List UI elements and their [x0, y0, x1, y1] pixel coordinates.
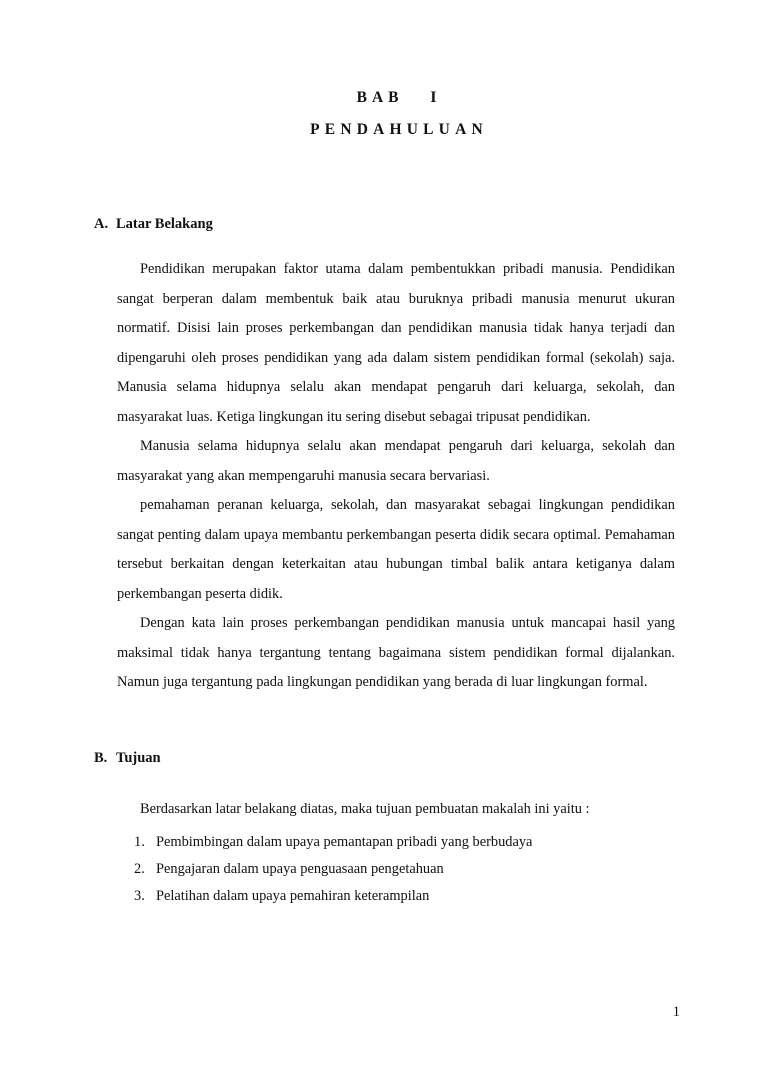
list-text: Pelatihan dalam upaya pemahiran keterampilan — [156, 888, 430, 904]
paragraph: pemahaman peranan keluarga, sekolah, dan masyarakat sebagai lingkungan pendidikan sangat penting dalam upaya membantu perkembangan peserta didik secara optimal. Pemahaman tersebut berkaitan dengan keterkaitan atau hubungan timbal balik antara ketiganya dalam perkembangan peserta didik. — [117, 497, 675, 602]
list-item — [134, 829, 532, 856]
tujuan-intro: Berdasarkan latar belakang diatas, maka tujuan pembuatan makalah ini yaitu : — [140, 801, 590, 817]
section-body-latar-belakang — [117, 255, 675, 698]
chapter-title: PENDAHULUAN — [310, 121, 488, 138]
list-text: Pengajaran dalam upaya penguasaan pengetahuan — [156, 861, 444, 877]
tujuan-list — [134, 829, 532, 910]
list-item — [134, 883, 532, 910]
list-number: 1. — [134, 834, 145, 850]
page-number: 1 — [672, 1004, 680, 1020]
paragraph: Manusia selama hidupnya selalu akan mendapat pengaruh dari keluarga, sekolah dan masyarakat yang akan mempengaruhi manusia secara bervariasi. — [117, 438, 675, 484]
list-number: 2. — [134, 861, 145, 877]
section-marker: B. — [94, 750, 108, 766]
list-number: 3. — [134, 888, 145, 904]
section-marker: A. — [94, 216, 109, 232]
section-heading-tujuan — [94, 750, 161, 767]
section-title: Latar Belakang — [116, 216, 213, 232]
list-item — [134, 856, 532, 883]
section-title: Tujuan — [116, 750, 161, 766]
list-text: Pembimbingan dalam upaya pemantapan pribadi yang berbudaya — [156, 834, 533, 850]
paragraph: Dengan kata lain proses perkembangan pendidikan manusia untuk mancapai hasil yang maksimal tidak hanya tergantung tentang bagaimana sistem pendidikan formal dijalankan. Namun juga tergantung pada lingkungan pendidikan yang berada di luar lingkungan formal. — [117, 615, 675, 690]
chapter-number: BAB I — [356, 89, 442, 106]
section-heading-latar-belakang — [94, 216, 213, 233]
paragraph: Pendidikan merupakan faktor utama dalam pembentukkan pribadi manusia. Pendidikan sangat berperan dalam membentuk baik atau buruknya pribadi manusia menurut ukuran normatif. Disisi lain proses perkembangan dan pendidikan manusia tidak hanya terjadi dan dipengaruhi oleh proses pendidikan yang ada dalam sistem pendidikan formal (sekolah) saja. Manusia selama hidupnya selalu akan mendapat pengaruh dari keluarga, sekolah, dan masyarakat luas. Ketiga lingkungan itu sering disebut sebagai tripusat pendidikan. — [117, 261, 675, 425]
